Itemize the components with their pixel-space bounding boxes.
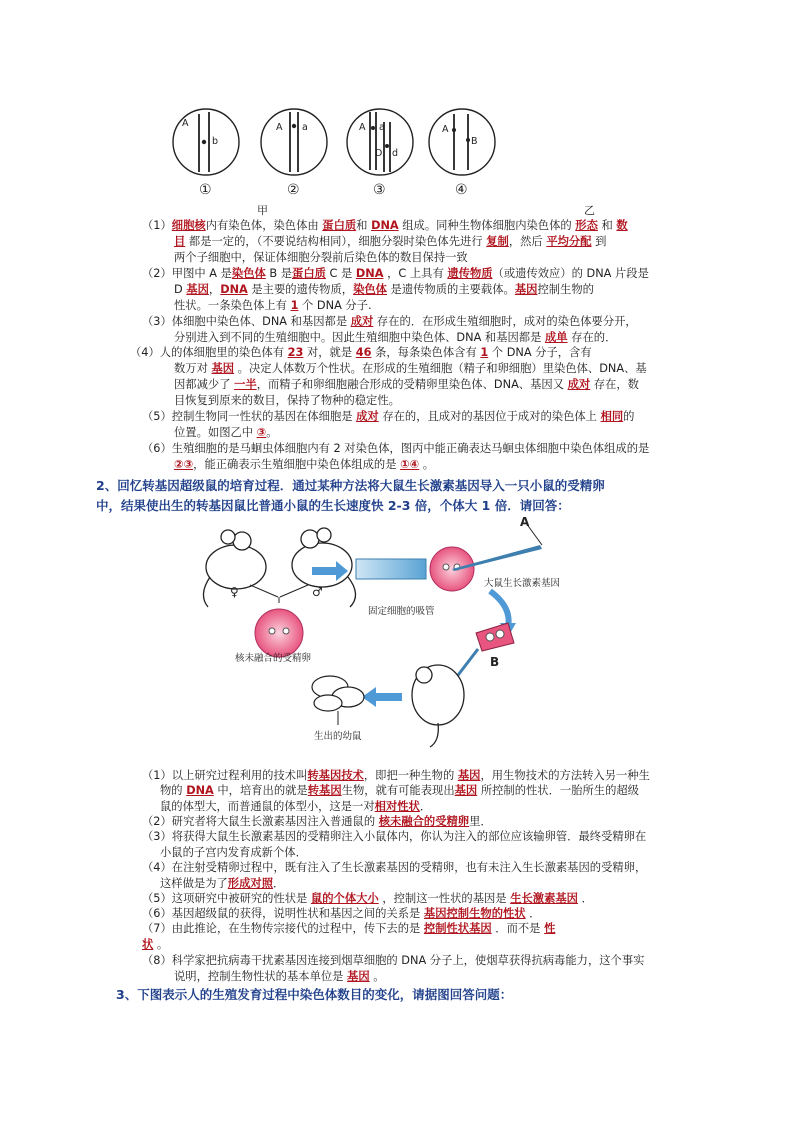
question-text: 目恢复到原来的数目，保持了物种的稳定性。 [174, 394, 400, 407]
q1-line [174, 377, 639, 392]
answer-blank: 平均分配 [546, 235, 592, 248]
question-text: 控制生物的 [537, 283, 594, 296]
label-jia: 甲 [257, 204, 268, 217]
question-text: （6）基因超级鼠的获得，说明性状和基因之间的关系是 [142, 907, 424, 920]
chromosome-figure [170, 100, 600, 210]
answer-blank: 成对 [356, 410, 379, 423]
label-unfused-egg: 核未融合的受精卵 [235, 653, 312, 664]
q1-line [142, 266, 649, 281]
q1-line [174, 250, 468, 265]
answer-blank: 成单 [544, 331, 568, 344]
q2-line [142, 860, 646, 875]
question-text: B 是 [265, 267, 293, 280]
question-text: 对，就是 [303, 346, 356, 359]
question-text: 物的 [160, 784, 187, 797]
answer-blank: 基因控制生物的性状 [423, 907, 526, 920]
question-text: ． [577, 892, 593, 905]
cell4-number: ④ [455, 182, 468, 198]
cell4-letter-b: B [471, 136, 478, 147]
mother-mouse [412, 665, 464, 747]
question-text: 。决定人体数万个性状。在形成的生殖细胞（精子和卵细胞）里染色体、DNA、基 [234, 362, 647, 375]
question-text: ，而精子和卵细胞融合形成的受精卵里染色体、DNA、基因又 [256, 378, 568, 391]
cell1-letter-b: b [212, 136, 219, 147]
question-text: 因都减少了 [174, 378, 235, 391]
question-text: 存在的，且成对的基因位于成对的染色体上 [378, 410, 601, 423]
answer-blank: 46 [355, 346, 372, 359]
question-text: ，C 上具有 [383, 267, 448, 280]
answer-blank: 染色体 [231, 267, 266, 280]
answer-blank: 基因 [186, 283, 209, 296]
q2-line [174, 969, 385, 984]
question-text: ．而不是 [491, 922, 545, 935]
question-text: （3）体细胞中染色体、DNA 和基因都是 [142, 315, 351, 328]
question-text: 。 [266, 426, 278, 439]
answer-blank: 控制性状基因 [423, 922, 492, 935]
question-text: （1）以上研究过程利用的技术叫 [142, 769, 308, 782]
question-text: ，能正确表示生殖细胞中染色体组成的是 [193, 458, 401, 471]
question-text: （1） [142, 219, 172, 232]
answer-blank: 基因 [454, 784, 478, 797]
question-text: （7）由此推论，在生物传宗接代的过程中，传下去的是 [142, 922, 424, 935]
answer-blank: DNA [355, 267, 384, 280]
question-text: 存在的．在形成生殖细胞时，成对的染色体要分开， [373, 315, 637, 328]
question-text: 分别进入到不同的生殖细胞中。因此生殖细胞中染色体、DNA 和基因都是 [174, 331, 545, 344]
q1-line [142, 441, 649, 456]
q2-line [160, 783, 639, 798]
label-rat-gene: 大鼠生长激素基因 [484, 578, 561, 589]
answer-blank: DNA [186, 784, 214, 797]
q2-line [160, 799, 431, 814]
question-text: ，即把一种生物的 [363, 769, 458, 782]
q3-title: 3、下图表示人的生殖发育过程中染色体数目的变化，请据图回答问题： [116, 987, 513, 1002]
question-text: （4）在注射受精卵过程中，既有注入了生长激素基因的受精卵，也有未注入生长激素基因的受精卵， [142, 861, 647, 874]
answer-blank: 细胞核 [171, 219, 206, 232]
question-text: 的 [623, 410, 635, 423]
answer-blank: 转基因 [307, 784, 342, 797]
q2-line [142, 937, 168, 952]
q2-line [160, 876, 284, 891]
q2-line [142, 906, 540, 921]
question-text: ． [419, 800, 432, 813]
answer-blank: 复制 [486, 235, 509, 248]
question-text: ． [273, 877, 285, 890]
answer-blank: ③ [256, 426, 267, 439]
answer-blank: 1 [290, 299, 299, 312]
q2-line [160, 845, 307, 860]
answer-blank: 相同 [600, 410, 624, 423]
q1-line [174, 361, 647, 376]
answer-blank: 基因 [347, 970, 370, 983]
q2-title-line-1: 2、回忆转基因超级鼠的培育过程．通过某种方法将大鼠生长激素基因导入一只小鼠的受精卵 [96, 478, 605, 493]
question-text: 数万对 [174, 362, 212, 375]
answer-blank: 一半 [234, 378, 257, 391]
question-text: ，控制这一性状的基因是 [378, 892, 511, 905]
cell3-letter-lower-d: d [392, 148, 399, 159]
cell2-number: ② [287, 182, 300, 198]
question-text: 所控制的性状．一胎所生的超级 [477, 784, 639, 797]
question-text: C 是 [325, 267, 356, 280]
transgenic-mouse-figure [190, 515, 590, 760]
question-text: 。 [369, 970, 385, 983]
answer-blank: 转基因技术 [307, 769, 364, 782]
question-text: （3）将获得大鼠生长激素基因的受精卵注入小鼠体内，你认为注入的部位应该输卵管．最终受精卵在 [142, 830, 647, 843]
answer-blank: 基因 [211, 362, 235, 375]
q1-line [130, 345, 592, 360]
question-text: 个 DNA 分子. [298, 299, 372, 312]
answer-blank: ②③ [174, 458, 194, 471]
question-text: 小鼠的子宫内发育成新个体． [160, 846, 307, 859]
question-text: ，然后 [508, 235, 547, 248]
cell1-letter-a: A [182, 118, 189, 129]
q1-line [174, 330, 616, 345]
question-text: （或遗传效应）的 DNA 片段是 [492, 267, 649, 280]
answer-blank: 遗传物质 [447, 267, 493, 280]
answer-blank: 蛋白质 [322, 219, 357, 232]
question-text: 组成。同种生物体细胞内染色体的 [398, 219, 576, 232]
label-holding-pipette: 固定细胞的吸管 [368, 606, 435, 617]
answer-blank: 形态 [575, 219, 598, 232]
answer-blank: 目 [174, 235, 186, 248]
answer-blank: 基因 [457, 769, 481, 782]
injection-tube [452, 623, 514, 683]
answer-blank: DNA [371, 219, 399, 232]
answer-blank: 鼠的个体大小 [310, 892, 379, 905]
question-text: 。 [153, 938, 169, 951]
q1-line [174, 298, 372, 313]
question-text: ． [525, 907, 541, 920]
answer-blank: 成对 [567, 378, 591, 391]
question-text: （2）甲图中 A 是 [142, 267, 232, 280]
cell3-letter-d: D [375, 148, 383, 159]
q2-line [142, 768, 650, 783]
cell4-letter-a: A [442, 124, 449, 135]
pups [312, 676, 364, 711]
question-text: 和 [356, 219, 372, 232]
q1-line [174, 234, 606, 249]
question-text: 鼠的体型大，而普通鼠的体型小，这是一对 [160, 800, 375, 813]
female-symbol: ♀ [230, 585, 239, 599]
answer-blank: ①④ [400, 458, 420, 471]
question-text: （5）这项研究中被研究的性状是 [142, 892, 311, 905]
answer-blank: 基因 [514, 283, 538, 296]
question-text: （6）生殖细胞的是马蛔虫体细胞内有 2 对染色体，图丙中能正确表达马蛔虫体细胞中染色体组成的是 [142, 442, 650, 455]
question-text: 都是一定的，（不要说结构相同），细胞分裂时染色体先进行 [185, 235, 487, 248]
q1-line [142, 314, 637, 329]
cell3-number: ③ [373, 182, 386, 198]
q2-line [142, 921, 555, 936]
q2-line [142, 953, 644, 968]
q1-line [174, 282, 594, 297]
question-text: （2）研究者将大鼠生长激素基因注入普通鼠的 [142, 815, 379, 828]
question-text: 位置。如图乙中 [174, 426, 257, 439]
cell1-number: ① [199, 182, 212, 198]
answer-blank: 生长激素基因 [510, 892, 578, 905]
question-text: 到 [591, 235, 607, 248]
cell2-letter-lower-a: a [302, 122, 308, 133]
question-text: 生物，就有可能表现出 [341, 784, 455, 797]
question-text: 是主要的遗传物质， [247, 283, 354, 296]
question-text: D [174, 283, 187, 296]
question-text: （5）控制生物同一性状的基因在体细胞是 [142, 410, 357, 423]
answer-blank: 形成对照 [227, 877, 273, 890]
question-text: 存在，数 [590, 378, 639, 391]
question-text: 两个子细胞中，保证体细胞分裂前后染色体的数目保持一致 [174, 251, 468, 264]
question-text: ，用生物技术的方法转入另一种生 [480, 769, 650, 782]
question-text: 条，每条染色体含有 [371, 346, 481, 359]
q1-line [174, 393, 400, 408]
question-text: 中，培育出的就是 [213, 784, 308, 797]
transgenic-illustration [190, 515, 590, 760]
cell3-letter-a: A [359, 122, 366, 133]
question-text: ， [208, 283, 221, 296]
question-text: 里． [469, 815, 492, 828]
answer-blank: 23 [287, 346, 304, 359]
answer-blank: 核未融合的受精卵 [378, 815, 470, 828]
label-a: A [520, 515, 530, 529]
q1-line [142, 409, 634, 424]
answer-blank: 相对性状 [374, 800, 420, 813]
q2-title-line-2: 中，结果使出生的转基因鼠比普通小鼠的生长速度快 2-3 倍，个体大 1 倍．请回答： [96, 498, 570, 513]
answer-blank: 蛋白质 [292, 267, 326, 280]
answer-blank: 数 [616, 219, 628, 232]
question-text: 这样做是为了 [160, 877, 228, 890]
cell2-letter-a: A [276, 122, 283, 133]
q2-line [142, 814, 492, 829]
question-text: 是遗传物质的主要载体。 [386, 283, 515, 296]
male-symbol: ♂ [312, 585, 323, 599]
q1-line [142, 218, 628, 233]
q2-line [142, 829, 646, 844]
question-text: 说明，控制生物性状的基本单位是 [174, 970, 348, 983]
cell3-letter-lower-a: a [379, 122, 385, 133]
answer-blank: DNA [220, 283, 248, 296]
q1-line [174, 457, 434, 472]
answer-blank: 性 [544, 922, 556, 935]
question-text: 个 DNA 分子，含有 [488, 346, 592, 359]
question-text: 性状。一条染色体上有 [174, 299, 291, 312]
question-text: （4）人的体细胞里的染色体有 [130, 346, 288, 359]
q2-line [142, 891, 593, 906]
question-text: 内有染色体，染色体由 [205, 219, 323, 232]
question-text: （8）科学家把抗病毒干扰素基因连接到烟草细胞的 DNA 分子上，使烟草获得抗病毒能力，这个事实 [142, 954, 645, 967]
question-text: 。 [419, 458, 435, 471]
question-text: 存在的． [567, 331, 617, 344]
label-b: B [490, 655, 500, 669]
answer-blank: 状 [142, 938, 154, 951]
label-yi: 乙 [584, 204, 595, 217]
answer-blank: 染色体 [353, 283, 387, 296]
label-pups: 生出的幼鼠 [314, 731, 362, 742]
question-text: 和 [597, 219, 617, 232]
q1-line [174, 425, 278, 440]
answer-blank: 1 [480, 346, 489, 359]
answer-blank: 成对 [350, 315, 374, 328]
